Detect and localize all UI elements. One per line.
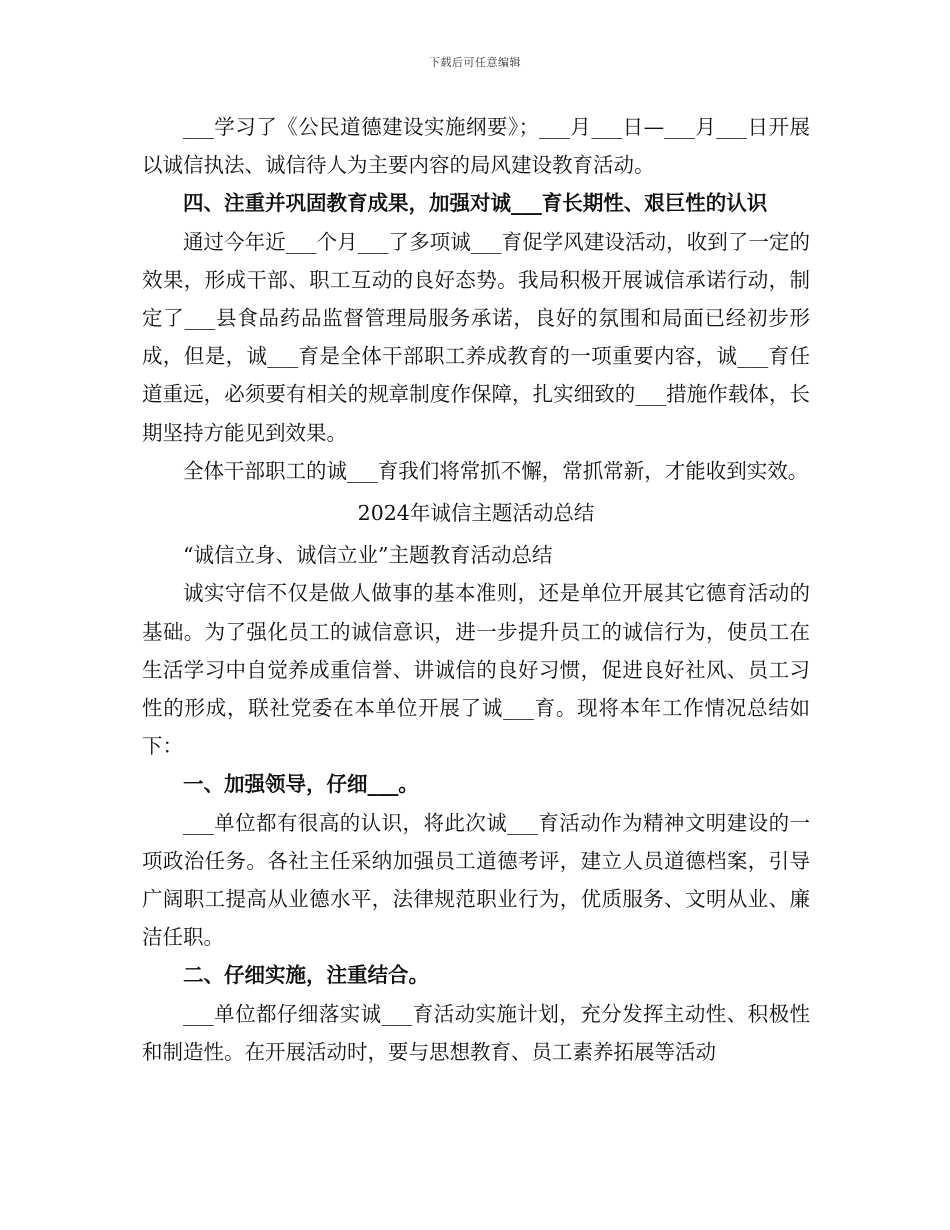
paragraph-study-outline: ___学习了《公民道德建设实施纲要》；___月___日—___月___日开展以诚信执法、诚信待人为主要内容的局风建设教育活动。 [142,115,810,178]
section-heading-one: 一、加强领导，仔细___。 [183,772,419,797]
paragraph-conclusion: 全体干部职工的诚___育我们将常抓不懈，常抓常新，才能收到实效。 [183,458,809,483]
section-heading-four: 四、注重并巩固教育成果，加强对诚___育长期性、艰巨性的认识 [183,191,768,216]
document-subtitle: “诚信立身、诚信立业”主题教育活动总结 [183,543,553,568]
document-title: 2024年诚信主题活动总结 [357,501,595,526]
paragraph-intro: 诚实守信不仅是做人做事的基本准则，还是单位开展其它德育活动的基础。为了强化员工的诚信意识，进一步提升员工的诚信行为，使员工在生活学习中自觉养成重信誉、讲诚信的良好习惯，促进良好社风、员工习性的形成，联社党委在本单位开展了诚___育。现将本年工作情况总结如下： [142,581,810,759]
page-header: 下载后可任意编辑 [429,56,521,69]
paragraph-results: 通过今年近___个月___了多项诚___育促学风建设活动，收到了一定的效果，形成干部、职工互动的良好态势。我局积极开展诚信承诺行动，制定了___县食品药品监督管理局服务承诺，良好的氛围和局面已经初步形成，但是，诚___育是全体干部职工养成教育的一项重要内容，诚___育任道重远，必须要有相关的规章制度作保障，扎实细致的___措施作载体，长期坚持方能见到效果。 [142,229,810,445]
paragraph-implementation: ___单位都仔细落实诚___育活动实施计划，充分发挥主动性、积极性和制造性。在开展活动时，要与思想教育、员工素养拓展等活动 [142,1001,810,1064]
paragraph-leadership: ___单位都有很高的认识，将此次诚___育活动作为精神文明建设的一项政治任务。各社主任采纳加强员工道德考评，建立人员道德档案，引导广阔职工提高从业德水平，法律规范职业行为，优质服务、文明从业、廉洁任职。 [142,810,810,950]
document-body [142,108,810,1071]
section-heading-two: 二、仔细实施，注重结合。 [183,963,429,988]
